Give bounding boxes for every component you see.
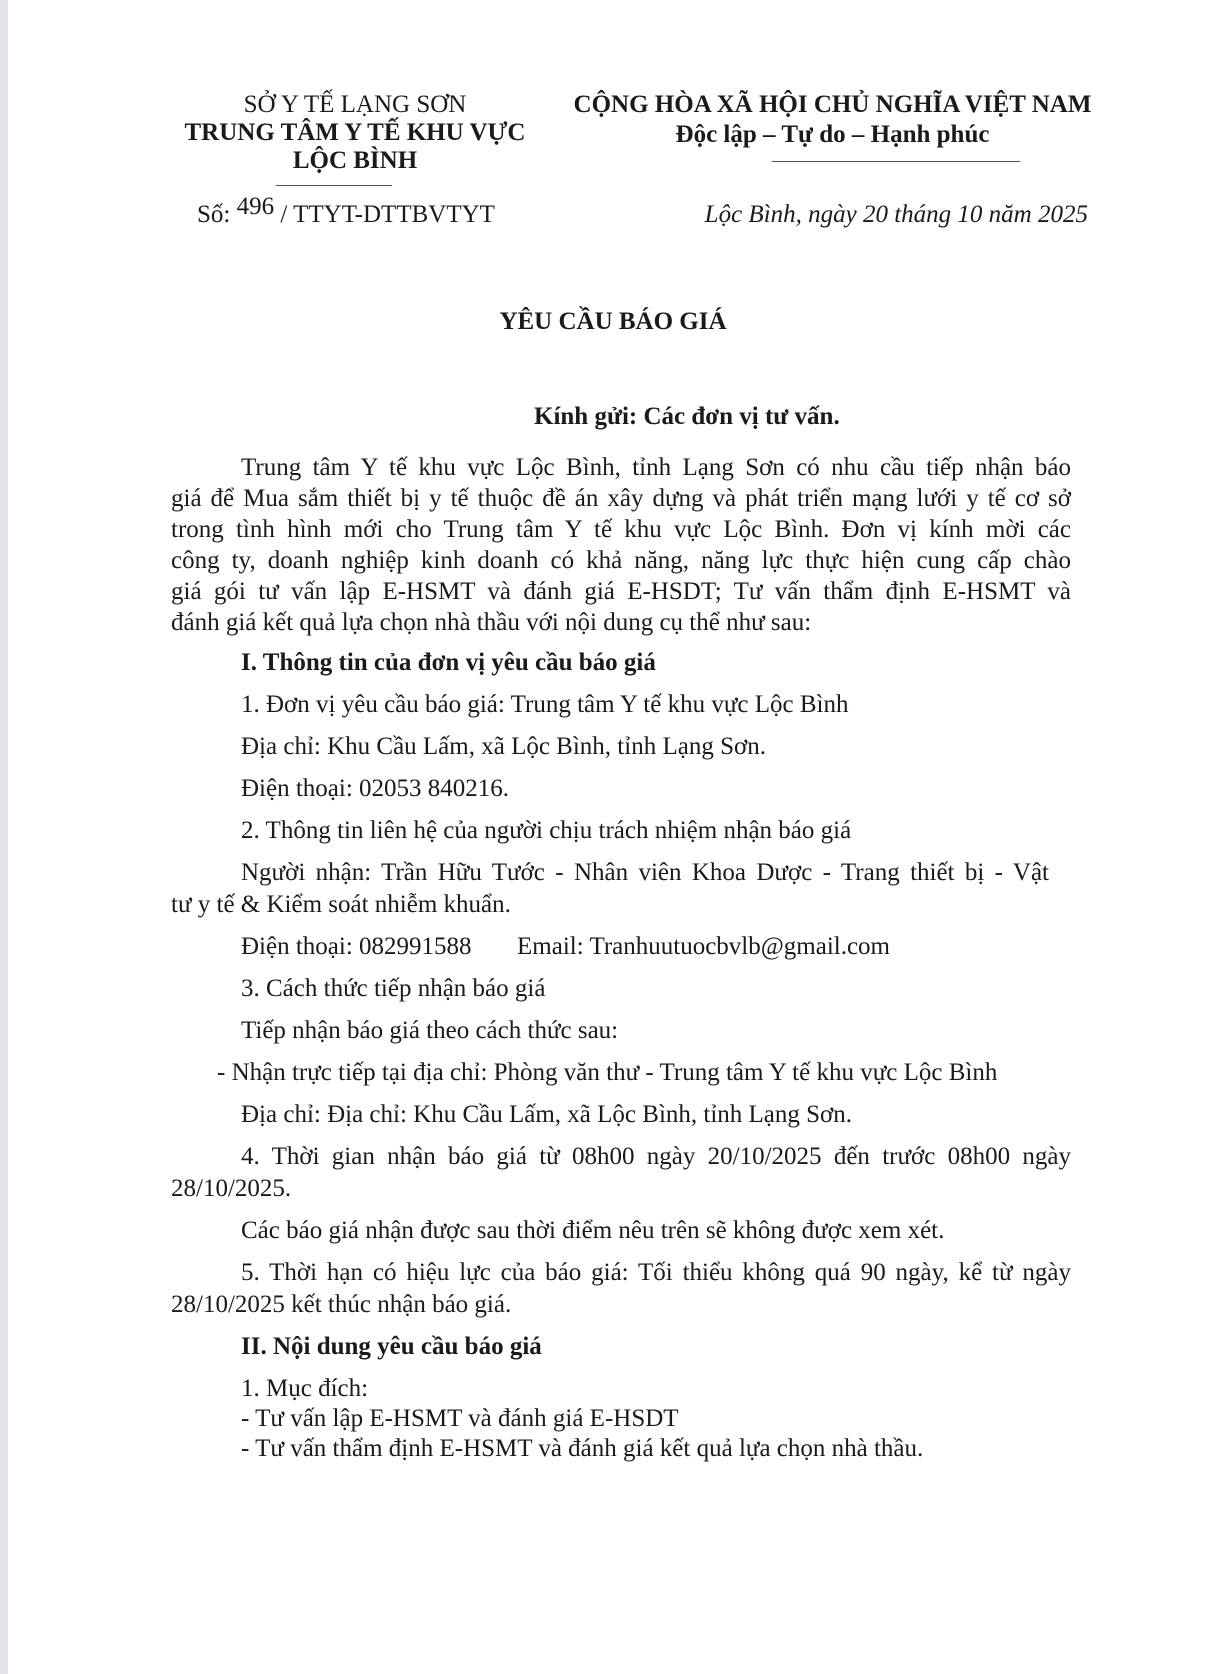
method-direct: - Nhận trực tiếp tại địa chỉ: Phòng văn thư - Trung tâm Y tế khu vực Lộc Bình xyxy=(217,1059,998,1086)
intro-line: đánh giá kết quả lựa chọn nhà thầu với nội dung cụ thể như sau: xyxy=(171,609,812,636)
intro-line: Trung tâm Y tế khu vực Lộc Bình, tỉnh Lạng Sơn có nhu cầu tiếp nhận báo xyxy=(241,454,1071,481)
section1-item2: 2. Thông tin liên hệ của người chịu trách nhiệm nhận báo giá xyxy=(241,817,852,844)
org-name-line2: LỘC BÌNH xyxy=(292,147,418,174)
nation-name: CỘNG HÒA XÃ HỘI CHỦ NGHĨA VIỆT NAM xyxy=(573,91,1092,118)
document-title: YÊU CẦU BÁO GIÁ xyxy=(499,308,727,335)
section2-heading: II. Nội dung yêu cầu báo giá xyxy=(241,1333,542,1360)
number-label: Số: xyxy=(197,201,231,228)
intro-line: giá để Mua sắm thiết bị y tế thuộc đề án xây dựng và phát triển mạng lưới y tế cơ sở xyxy=(171,485,1071,512)
item5-line2: 28/10/2025 kết thúc nhận báo giá. xyxy=(171,1291,512,1318)
intro-line: giá gói tư vấn lập E-HSMT và đánh giá E-HSDT; Tư vấn thẩm định E-HSMT và xyxy=(171,578,1071,605)
org-name-line1: TRUNG TÂM Y TẾ KHU VỰC xyxy=(184,119,526,146)
place-date: Lộc Bình, ngày 20 tháng 10 năm 2025 xyxy=(704,201,1088,228)
receiver-line1: Người nhận: Trần Hữu Tước - Nhân viên Khoa Dược - Trang thiết bị - Vật xyxy=(241,859,1049,886)
contact-phone: Điện thoại: 082991588 xyxy=(241,933,472,960)
item4-line1: 4. Thời gian nhận báo giá từ 08h00 ngày 20/10/2025 đến trước 08h00 ngày xyxy=(241,1143,1071,1170)
document-number xyxy=(197,193,495,230)
page-edge xyxy=(0,0,8,1674)
method-intro: Tiếp nhận báo giá theo cách thức sau: xyxy=(241,1017,619,1044)
agency-name: SỞ Y TẾ LẠNG SƠN xyxy=(243,91,467,118)
section1-address: Địa chỉ: Khu Cầu Lấm, xã Lộc Bình, tỉnh Lạng Sơn. xyxy=(241,733,766,760)
section1-heading: I. Thông tin của đơn vị yêu cầu báo giá xyxy=(241,649,656,676)
motto-underline xyxy=(772,161,1020,162)
purpose-item: - Tư vấn thẩm định E-HSMT và đánh giá kết quả lựa chọn nhà thầu. xyxy=(241,1435,924,1462)
item4-line2: 28/10/2025. xyxy=(171,1175,292,1202)
intro-line: trong tình hình mới cho Trung tâm Y tế khu vực Lộc Bình. Đơn vị kính mời các xyxy=(171,516,1071,543)
late-note: Các báo giá nhận được sau thời điểm nêu trên sẽ không được xem xét. xyxy=(241,1217,945,1244)
national-motto: Độc lập – Tự do – Hạnh phúc xyxy=(675,121,990,148)
section1-item1: 1. Đơn vị yêu cầu báo giá: Trung tâm Y tế khu vực Lộc Bình xyxy=(241,691,849,718)
receiver-line2: tư y tế & Kiểm soát nhiễm khuẩn. xyxy=(171,891,511,918)
recipient: Kính gửi: Các đơn vị tư vấn. xyxy=(534,403,840,430)
item5-line1: 5. Thời hạn có hiệu lực của báo giá: Tối thiểu không quá 90 ngày, kể từ ngày xyxy=(241,1259,1071,1286)
org-underline xyxy=(276,185,392,186)
contact-email: Email: Tranhuutuocbvlb@gmail.com xyxy=(517,933,890,960)
number-suffix: / TTYT-DTTBVTYT xyxy=(280,201,495,228)
purpose-label: 1. Mục đích: xyxy=(241,1375,369,1402)
method-address: Địa chỉ: Địa chỉ: Khu Cầu Lấm, xã Lộc Bình, tỉnh Lạng Sơn. xyxy=(241,1101,853,1128)
number-value: 496 xyxy=(236,193,275,220)
section1-item3: 3. Cách thức tiếp nhận báo giá xyxy=(241,975,546,1002)
section1-phone: Điện thoại: 02053 840216. xyxy=(241,775,510,802)
purpose-item: - Tư vấn lập E-HSMT và đánh giá E-HSDT xyxy=(241,1405,679,1432)
intro-line: công ty, doanh nghiệp kinh doanh có khả năng, năng lực thực hiện cung cấp chào xyxy=(171,547,1071,574)
